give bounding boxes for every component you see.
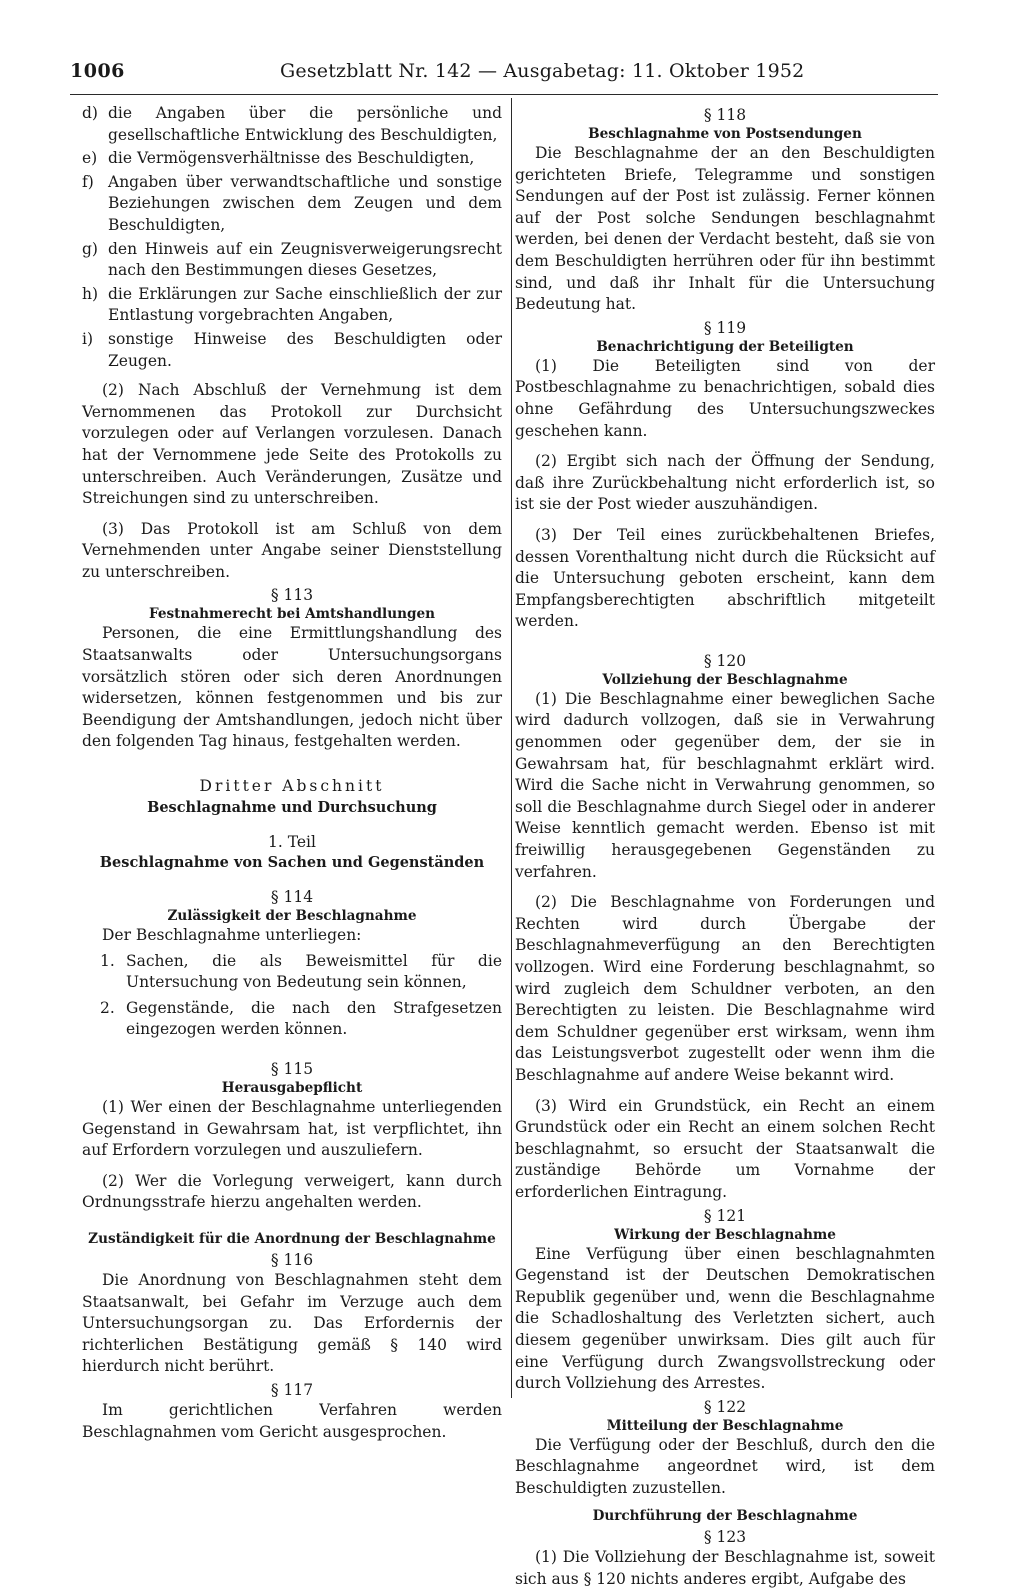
item-text: Angaben über verwandtschaftliche und sonstige Beziehungen zwischen dem Zeugen und dem Beschuldigten, <box>108 172 502 234</box>
paragraph-120-2: (2) Die Beschlagnahme von Forderungen und Rechten wird durch Übergabe der Beschlagnahmeverfügung an den Berechtigten vollzogen. Wird eine Forderung beschlagnahmt, so wird zugleich dem Schuldner verboten, an den Berechtigten zu leisten. Die Beschlagnahme wird dem Schuldner gegenüber erst wirksam, wenn ihm das Leistungsverbot zugestellt oder wenn ihm die Beschlagnahme auf andere Weise bekannt wird. <box>515 893 935 1084</box>
section-number: § 123 <box>703 1528 747 1547</box>
item-text: sonstige Hinweise des Beschuldigten oder Zeugen. <box>108 329 502 370</box>
list-item <box>82 103 502 146</box>
item-text: Gegenstände, die nach den Strafgesetzen eingezogen werden können. <box>126 998 502 1039</box>
paragraph-112-2: (2) Nach Abschluß der Vernehmung ist dem Vernommenen das Protokoll zur Durchsicht vorzulegen oder auf Verlangen vorzulesen. Danach hat der Vernommene jede Seite des Protokolls zu unterschreiben. Auch Veränderungen, Zusätze und Streichungen sind zu unterschreiben. <box>82 381 502 508</box>
paragraph-115-1: (1) Wer einen der Beschlagnahme unterliegenden Gegenstand in Gewahrsam hat, ist verpflichtet, ihn auf Erfordern vorzulegen und auszuliefern. <box>82 1098 502 1160</box>
paragraph-119-3: (3) Der Teil eines zurückbehaltenen Briefes, dessen Vorenthaltung nicht durch die Rücksicht auf die Untersuchung geboten erscheint, kann dem Empfangsberechtigten abschriftlich mitgeteilt werden. <box>515 525 935 631</box>
page-header <box>70 56 938 86</box>
section-number: § 122 <box>703 1397 747 1416</box>
paragraph-113: Personen, die eine Ermittlungshandlung des Staatsanwalts oder Untersuchungsorgans vorsätzlich stören oder sich deren Anordnungen widersetzen, können festgenommen und bis zur Beendigung der Amtshandlungen, jedoch nicht über den folgenden Tag hinaus, festgehalten werden. <box>82 624 502 751</box>
section-number: § 113 <box>270 586 314 605</box>
chapter-heading: Dritter Abschnitt <box>199 777 385 796</box>
list-item <box>82 239 502 282</box>
left-column <box>82 103 502 1443</box>
list-item <box>100 951 502 994</box>
paragraph-119-1: (1) Die Beteiligten sind von der Postbeschlagnahme zu benachrichtigen, sobald dies ohne Gefährdung des Untersuchungszweckes geschehen kann. <box>515 356 935 440</box>
header-rule <box>70 94 938 95</box>
section-number: § 120 <box>703 651 747 670</box>
paragraph-112-3: (3) Das Protokoll ist am Schluß von dem Vernehmenden unter Angabe seiner Dienststellung zu unterschreiben. <box>82 519 502 581</box>
section-title: Mitteilung der Beschlagnahme <box>606 1417 844 1434</box>
item-label: g) <box>82 239 98 258</box>
section-number: § 119 <box>703 318 747 337</box>
list-item <box>82 284 502 327</box>
list-item <box>82 172 502 237</box>
item-text: Sachen, die als Beweismittel für die Untersuchung von Bedeutung sein können, <box>126 951 502 992</box>
section-number: § 118 <box>703 106 747 124</box>
chapter-title: Beschlagnahme und Durchsuchung <box>147 799 437 817</box>
section-title: Vollziehung der Beschlagnahme <box>602 671 848 688</box>
list-item <box>82 329 502 372</box>
item-text: den Hinweis auf ein Zeugnisverweigerungsrecht nach den Bestimmungen dieses Gesetzes, <box>108 239 502 280</box>
paragraph-120-1: (1) Die Beschlagnahme einer beweglichen Sache wird dadurch vollzogen, daß sie in Verwahrung genommen oder gegenüber dem, der sie in Gewahrsam hat, für beschlagnahmt erklärt wird. Wird die Sache nicht in Verwahrung genommen, so soll die Beschlagnahme durch Siegel oder in anderer Weise kenntlich gemacht werden. Ebenso ist mit freiwillig herausgegebenen Gegenständen zu verfahren. <box>515 689 935 881</box>
item-text: die Erklärungen zur Sache einschließlich der zur Entlastung vorgebrachten Angaben, <box>108 284 502 325</box>
part-heading: 1. Teil <box>268 833 316 852</box>
item-label: 1. <box>100 951 115 970</box>
section-number: § 115 <box>270 1060 314 1078</box>
column-divider <box>511 98 512 1398</box>
paragraph-122: Die Verfügung oder der Beschluß, durch den die Beschlagnahme angeordnet wird, ist dem Beschuldigten zuzustellen. <box>515 1435 935 1497</box>
right-column <box>515 103 935 1591</box>
item-label: h) <box>82 284 99 303</box>
item-label: f) <box>82 172 94 191</box>
section-number: § 116 <box>270 1250 314 1269</box>
item-label: i) <box>82 329 94 348</box>
section-number: § 121 <box>703 1206 747 1225</box>
paragraph-115-2: (2) Wer die Vorlegung verweigert, kann durch Ordnungsstrafe hierzu angehalten werden. <box>82 1171 502 1212</box>
paragraph-119-2: (2) Ergibt sich nach der Öffnung der Sendung, daß ihre Zurückbehaltung nicht erforderlich ist, so ist sie der Post wieder auszuhändigen. <box>515 452 935 514</box>
heading-zustaendigkeit: Zuständigkeit für die Anordnung der Beschlagnahme <box>88 1230 496 1247</box>
part-title: Beschlagnahme von Sachen und Gegenständen <box>99 854 485 872</box>
item-label: e) <box>82 149 98 168</box>
section-number: § 114 <box>270 888 314 907</box>
item-label: d) <box>82 104 98 122</box>
section-title: Wirkung der Beschlagnahme <box>614 1226 836 1243</box>
item-text: die Vermögensverhältnisse des Beschuldigten, <box>108 149 475 168</box>
list-item <box>100 998 502 1041</box>
section-title: Benachrichtigung der Beteiligten <box>596 338 854 355</box>
paragraph-116: Die Anordnung von Beschlagnahmen steht dem Staatsanwalt, bei Gefahr im Verzuge auch dem Untersuchungsorgan zu. Das Erfordernis der richterlichen Bestätigung gemäß § 140 wird hierdurch nicht berührt. <box>82 1270 502 1376</box>
section-title: Herausgabepflicht <box>221 1080 363 1096</box>
paragraph-121: Eine Verfügung über einen beschlagnahmten Gegenstand ist der Deutschen Demokratischen Republik gegenüber und, wenn die Beschlagnahme die Schadloshaltung des Verletzten sichert, auch diesem gegenüber unwirksam. Dies gilt auch für eine Verfügung durch Zwangsvollstreckung oder durch Vollziehung des Arrestes. <box>515 1244 935 1393</box>
paragraph-118: Die Beschlagnahme der an den Beschuldigten gerichteten Briefe, Telegramme und sonstigen Sendungen auf der Post ist zulässig. Ferner können auf der Post solche Sendungen beschlagnahmt werden, bei denen der Verdacht besteht, daß sie von dem Beschuldigten herrühren oder für ihn bestimmt sind, und daß ihr Inhalt für die Untersuchung Bedeutung hat. <box>515 144 935 314</box>
page-number: 1006 <box>70 60 125 82</box>
section-title: Zulässigkeit der Beschlagnahme <box>167 908 417 925</box>
list-item <box>82 148 502 170</box>
item-text: die Angaben über die persönliche und gesellschaftliche Entwicklung des Beschuldigten, <box>108 104 502 144</box>
paragraph-120-3: (3) Wird ein Grundstück, ein Recht an einem Grundstück oder ein Recht an einem solchen Recht beschlagnahmt, so ersucht der Staatsanwalt die zuständige Behörde um Vornahme der erforderlichen Eintragung. <box>515 1096 935 1201</box>
item-label: 2. <box>100 998 115 1017</box>
gazette-title: Gesetzblatt Nr. 142 — Ausgabetag: 11. Oktober 1952 <box>280 60 805 82</box>
section-title: Festnahmerecht bei Amtshandlungen <box>148 606 436 623</box>
paragraph-123: (1) Die Vollziehung der Beschlagnahme ist, soweit sich aus § 120 nichts anderes ergibt, Aufgabe des <box>515 1548 935 1589</box>
heading-durchfuehrung: Durchführung der Beschlagnahme <box>592 1508 858 1525</box>
section-number: § 117 <box>270 1380 314 1399</box>
paragraph-117: Im gerichtlichen Verfahren werden Beschlagnahmen vom Gericht ausgesprochen. <box>82 1400 502 1441</box>
paragraph-114-intro: Der Beschlagnahme unterliegen: <box>102 926 362 945</box>
section-title: Beschlagnahme von Postsendungen <box>588 126 862 142</box>
